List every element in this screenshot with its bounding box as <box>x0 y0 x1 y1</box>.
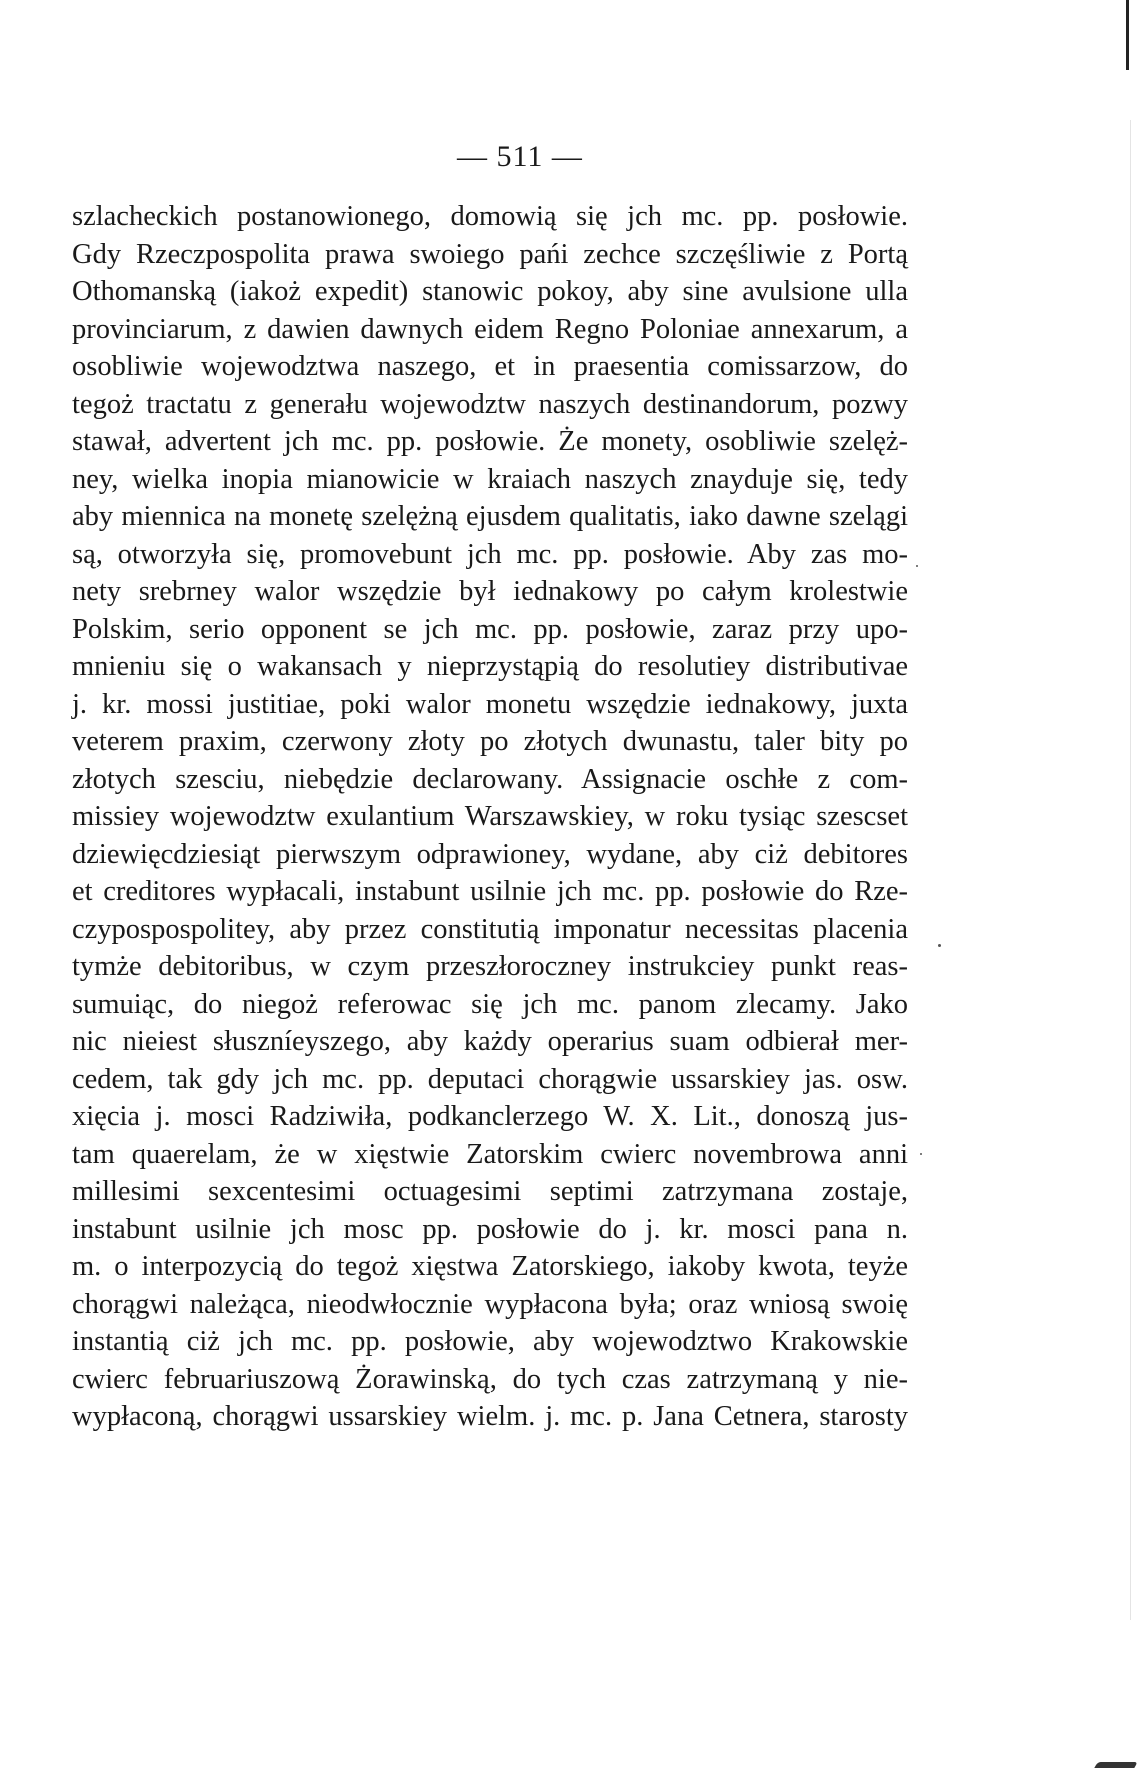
text-line: ney, wielka inopia mianowicie w kraiach naszych znayduje się, tedy <box>72 463 908 495</box>
page-edge-rule <box>1126 0 1129 70</box>
text-line: missiey wojewodztw exulantium Warszawskiey, w roku tysiąc szescset <box>72 801 908 832</box>
text-line: instabunt usilnie jch mosc pp. posłowie do j. kr. mosci pana n. <box>72 1213 908 1245</box>
text-line: Gdy Rzeczpospolita prawa swoiego pańi zechce szczęśliwie z Portą <box>72 238 908 270</box>
text-line: tam quaerelam, że w xięstwie Zatorskim cwierc novembrowa anni <box>72 1138 908 1170</box>
text-line: m. o interpozycią do tegoż xięstwa Zatorskiego, iakoby kwota, teyże <box>72 1251 908 1282</box>
text-line: Polskim, serio opponent se jch mc. pp. posłowie, zaraz przy upo- <box>72 613 908 645</box>
scan-corner-mark <box>1094 1762 1137 1768</box>
body-text <box>72 198 908 1436</box>
text-line: Othomanską (iakoż expedit) stanowic pokoy, aby sine avulsione ulla <box>72 276 908 307</box>
text-line: mnieniu się o wakansach y nieprzystąpią do resolutiey distributivae <box>72 651 908 682</box>
text-line: osobliwie wojewodztwa naszego, et in praesentia comissarzow, do <box>72 351 908 382</box>
text-line: nic nieiest słuszníeyszego, aby każdy operarius suam odbierał mer- <box>72 1026 908 1057</box>
text-line: xięcia j. mosci Radziwiła, podkanclerzego W. X. Lit., donoszą jus- <box>72 1101 908 1132</box>
text-line: tymże debitoribus, w czym przeszłoroczney instrukciey punkt reas- <box>72 951 908 982</box>
text-line: szlacheckich postanowionego, domowią się jch mc. pp. posłowie. <box>72 201 908 232</box>
text-line: millesimi sexcentesimi octuagesimi septimi zatrzymana zostaje, <box>72 1176 908 1207</box>
text-line: są, otworzyła się, promovebunt jch mc. pp. posłowie. Aby zas mo- <box>72 538 908 570</box>
page-edge-shadow <box>1130 120 1131 1620</box>
text-line: tegoż tractatu z generału wojewodztw naszych destinandorum, pozwy <box>72 388 908 420</box>
text-line: et creditores wypłacali, instabunt usilnie jch mc. pp. posłowie do Rze- <box>72 876 908 907</box>
text-line: chorągwi należąca, nieodwłocznie wypłacona była; oraz wniosą swoię <box>72 1288 908 1320</box>
text-line: nety srebrney walor wszędzie był iednakowy po całym krolestwie <box>72 576 908 607</box>
print-speck <box>916 565 918 567</box>
text-line: cedem, tak gdy jch mc. pp. deputaci chorągwie ussarskiey jas. osw. <box>72 1063 908 1095</box>
print-speck <box>938 944 941 947</box>
text-line: instantią ciż jch mc. pp. posłowie, aby wojewodztwo Krakowskie <box>72 1326 908 1357</box>
text-line: sumuiąc, do niegoż referowac się jch mc. panom zlecamy. Jako <box>72 988 908 1020</box>
print-speck <box>920 1153 922 1155</box>
text-line: provinciarum, z dawien dawnych eidem Regno Poloniae annexarum, a <box>72 313 908 345</box>
page-number: — 511 — <box>457 140 583 173</box>
text-line: wypłaconą, chorągwi ussarskiey wielm. j. mc. p. Jana Cetnera, starosty <box>72 1401 908 1432</box>
text-line: złotych szesciu, niebędzie declarowany. Assignacie oschłe z com- <box>72 763 908 795</box>
text-line: dziewięcdziesiąt pierwszym odprawioney, wydane, aby ciż debitores <box>72 838 908 870</box>
text-line: cwierc februariuszową Żorawinską, do tych czas zatrzymaną y nie- <box>72 1363 908 1395</box>
text-line: stawał, advertent jch mc. pp. posłowie. Że monety, osobliwie szelęż- <box>72 426 908 457</box>
text-line: czypospospolitey, aby przez constitutią imponatur necessitas placenia <box>72 913 908 945</box>
text-line: aby miennica na monetę szelężną ejusdem qualitatis, iako dawne szelągi <box>72 501 908 532</box>
text-line: veterem praxim, czerwony złoty po złotych dwunastu, taler bity po <box>72 726 908 757</box>
text-line: j. kr. mossi justitiae, poki walor monetu wszędzie iednakowy, juxta <box>72 688 908 720</box>
